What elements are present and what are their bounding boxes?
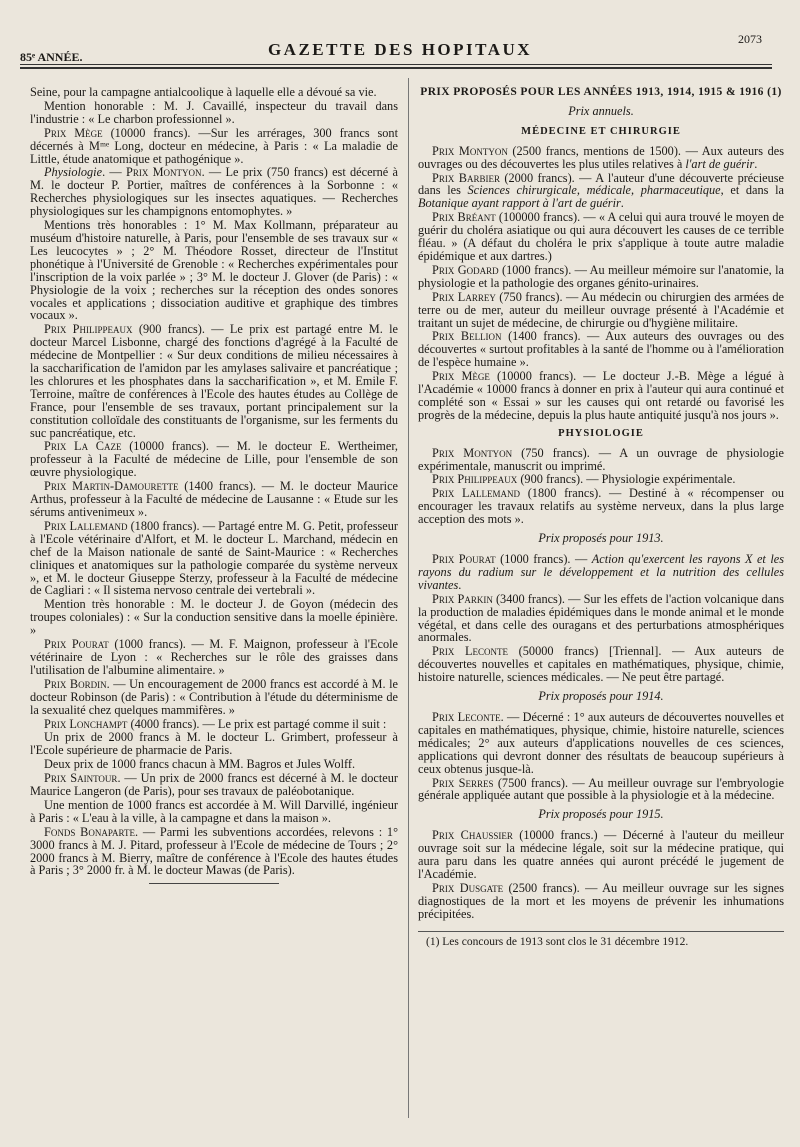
prize-name: Prix Montyon xyxy=(432,143,508,158)
paragraph-text: , et dans la xyxy=(720,183,784,198)
paragraph-text: (10000 francs). — M. le docteur E. Wertheimer, professeur à la Faculté de médecine de Lille, pour l'ensemble de son œuvre physiologique. xyxy=(30,439,398,480)
paragraph xyxy=(418,145,784,171)
prize-name: Prix Larrey xyxy=(432,289,496,304)
subheading: Prix proposés pour 1913. xyxy=(538,531,664,546)
paragraph xyxy=(418,291,784,330)
paragraph-text: (100000 francs). — « A celui qui aura trouvé le moyen de guérir du choléra asiatique ou qui aura découvert les causes de ce terrible fléau. » (A défaut du choléra le prix s'applique à toute autre maladie épidémique et aux dartres.) xyxy=(418,210,784,263)
paragraph-text: (10000 francs). — Le docteur J.-B. Mège a légué à l'Académie « 10000 francs à donner en prix à l'auteur qui aura continué et complété son « Essai » sur les causes qui ont retardé ou favorisé les progrès de la médecine, depuis la plus haute antiquité jusqu'à nos jours ». xyxy=(418,369,785,422)
prize-name: Prix Lallemand xyxy=(432,486,521,501)
paragraph: Une mention de 1000 francs est accordée à M. Will Darvillé, ingénieur à Paris : « L'eau à la ville, à la campagne et dans la maison ». xyxy=(30,797,398,825)
prize-name: Prix La Caze xyxy=(44,439,122,454)
italic-text: Action qu'exercent les rayons X et les rayons du radium sur le développement et la nutrition des cellules vivantes xyxy=(418,552,784,592)
left-column xyxy=(30,86,398,884)
prize-name: Prix Leconte xyxy=(432,709,501,724)
prize-name: Prix Leconte xyxy=(432,644,509,659)
paragraph-text: (10000 francs). —Sur les arrérages, 300 francs sont décernés à Mᵐᵉ Long, docteur en médecine, à Paris : « La maladie de Little, étude anatomique et pathogénique ». xyxy=(30,125,399,166)
paragraph xyxy=(30,440,398,479)
paragraph xyxy=(418,553,784,592)
paragraph-text: . — Le prix (750 francs) est décerné à M. le docteur P. Portier, maîtres de conférences à la Sorbonne : « Recherches physiologiques sur les insectes aquatiques. — Recherches physiologiques sur les champignons entomophytes. » xyxy=(30,165,398,219)
paragraph xyxy=(418,473,784,486)
paragraph xyxy=(30,127,398,166)
paragraph-text: (750 francs). — Au médecin ou chirurgien des armées de terre ou de mer, auteur du meilleur ouvrage présenté à l'Académie et traitant un sujet de médecine, de chirurgie ou d'hygiène militaire. xyxy=(418,289,784,330)
paragraph: Mention honorable : M. J. Cavaillé, inspecteur du travail dans l'industrie : « Le charbon professionnel ». xyxy=(30,98,398,126)
paragraph-text: (10000 francs.) — Décerné à l'auteur du meilleur ouvrage soit sur la médecine légale, soit sur la médecine pratique, qui aura paru dans les quatre années qui auront précédé le jugement de l'Académie. xyxy=(418,828,784,881)
subheading: Prix proposés pour 1914. xyxy=(538,689,664,704)
prize-name: Prix Serres xyxy=(432,775,494,790)
footnote: (1) Les concours de 1913 sont clos le 31 décembre 1912. xyxy=(426,935,689,948)
paragraph-text: . — Parmi les subventions accordées, relevons : 1° 3000 francs à M. J. Pitard, professeur à l'Ecole de médecine de Tours ; 2° 2000 francs à M. Bierry, maître de conférence à l'Ecole des hautes études à Paris ; 3° 2000 fr. à M. le docteur Mawas (de Paris). xyxy=(30,824,398,878)
paragraph-text: . — Décerné : 1° aux auteurs de découvertes nouvelles et capitales en mathématiques, physique, chimie, histoire naturelle, sciences médicales; 2° aux auteurs d'applications nouvelles de ces sciences, applications qui devront donner des résultats de beaucoup supérieurs à ceux obtenus jusque-là. xyxy=(418,709,784,776)
paragraph xyxy=(30,520,398,597)
italic-text: Sciences chirurgicale, médicale, pharmaceutique xyxy=(467,183,721,198)
column-divider xyxy=(408,78,409,1118)
paragraph-text: (2500 francs, mentions de 1500). — Aux auteurs des ouvrages ou des découvertes les plus utiles relatives à xyxy=(418,143,785,171)
prize-name: Prix Philippeaux xyxy=(432,472,518,487)
paragraph-text: (1400 francs). — M. le docteur Maurice Arthus, professeur à la Faculté de médecine de Lausanne : « Etude sur les sérums antivenimeux ». xyxy=(30,479,398,519)
paragraph-text: (900 francs). — Le prix est partagé entre M. le docteur Marcel Lisbonne, chargé des fonctions d'agrégé à la Faculté de médecine de Montpellier : « Sur deux conditions de milieu nécessaires à la saccharification de l'amidon par les amylases salivaire et pancréatique ; les chlorures et les phosphates dans la saccharification », et M. Emile F. Terroine, maître de conférences à l'Ecole des hautes études au Collège de France, pour l'ensemble de ses travaux, portant principalement sur la constitution colloïdale des constituants de l'organisme, sur les ferments du suc pancréatique, etc. xyxy=(30,322,398,440)
prize-name: Prix Saintour xyxy=(44,771,118,786)
paragraph xyxy=(418,711,784,776)
year-label: 85ᵉ ANNÉE. xyxy=(20,50,83,64)
prize-name: Prix Philippeaux xyxy=(44,322,133,337)
prize-name: Fonds Bonaparte xyxy=(44,824,135,839)
paragraph xyxy=(30,166,398,218)
prize-name: Prix Pourat xyxy=(432,552,496,566)
paragraph-text: (7500 francs). — Au meilleur ouvrage sur l'embryologie générale appliquée autant que possible à la physiologie et à la médecine. xyxy=(418,775,785,803)
paragraph xyxy=(418,645,784,684)
paragraph-text: (2000 francs). — A l'auteur d'une découverte précieuse dans les xyxy=(418,170,784,198)
prize-name: Prix Martin-Damourette xyxy=(44,479,179,494)
italic-text: l'art de guérir xyxy=(685,156,755,171)
prize-name: Prix Bréant xyxy=(432,210,496,225)
paragraph xyxy=(418,882,784,921)
prize-name: Prix Parkin xyxy=(432,591,493,606)
prize-name: Prix Godard xyxy=(432,262,499,277)
paragraph xyxy=(30,718,398,731)
prize-name: Prix Mège xyxy=(432,369,490,384)
paragraph-text: (1000 francs). — M. F. Maignon, professeur à l'Ecole vétérinaire de Lyon : « Recherches sur le rôle des graisses dans l'utilisation de l'albumine alimentaire. » xyxy=(30,637,398,677)
section-heading: PRIX PROPOSÉS POUR LES ANNÉES 1913, 1914, 1915 & 1916 (1) xyxy=(420,86,782,98)
subsection-heading: MÉDECINE ET CHIRURGIE xyxy=(521,125,681,137)
paragraph: Mention très honorable : M. le docteur J. de Goyon (médecin des troupes coloniales) : « Sur la conduction sensitive dans la moelle épinière. » xyxy=(30,597,398,638)
paragraph-text: . xyxy=(754,156,758,171)
footnote-rule xyxy=(418,931,784,932)
paragraph xyxy=(30,678,398,717)
paragraph: Un prix de 2000 francs à M. le docteur L. Grimbert, professeur à l'Ecole supérieure de pharmacie de Paris. xyxy=(30,730,398,758)
separator: . — xyxy=(102,165,126,180)
paragraph-text: . — Un prix de 2000 francs est décerné à M. le docteur Maurice Langeron (de Paris), pour ses travaux de paléobotanique. xyxy=(30,771,398,799)
paragraph-text: (4000 francs). — Le prix est partagé comme il suit : xyxy=(127,716,387,731)
paragraph xyxy=(418,370,784,422)
paragraph-text: (1000 francs). — xyxy=(495,552,592,566)
paragraph: Mentions très honorables : 1° M. Max Kollmann, préparateur au muséum d'histoire naturelle, à Paris, pour l'ensemble de ses travaux sur « Les leucocytes » ; 2° M. Théodore Rosset, directeur de l'Institut phonétique à l'Université de Grenoble : « Recherches expérimentales pour l'inscription de la voix parlée » ; 3° M. le docteur J. Glover (de Paris) : « Physiologie de la voix ; recherches sur la réception des ondes sonores vocales et applications ; dissociation auditive et graphique des timbres vocaux ». xyxy=(30,218,398,323)
subsection-heading: PHYSIOLOGIE xyxy=(558,427,644,439)
paragraph xyxy=(418,264,784,290)
paragraph-text: (750 francs). — A un ouvrage de physiologie expérimentale, manuscrit ou imprimé. xyxy=(418,445,784,473)
paragraph xyxy=(30,323,398,439)
paragraph xyxy=(30,826,398,878)
paragraph-text: (1400 francs). — Aux auteurs des ouvrages ou des découvertes « surtout profitables à la santé de l'homme ou à l'amélioration de l'espèce humaine ». xyxy=(418,329,784,370)
prize-name: Prix Chaussier xyxy=(432,828,513,843)
masthead-title: GAZETTE DES HOPITAUX xyxy=(267,40,533,59)
right-column xyxy=(418,86,784,949)
paragraph-text: (3400 francs). — Sur les effets de l'action volcanique dans la production de maladies épidémiques dans le monde animal et le monde végétal, et dans celle des ouragans et des perturbations atmosphériques anormales. xyxy=(418,591,784,645)
prize-name: Prix Montyon xyxy=(126,165,202,180)
prize-name: Prix Bordin xyxy=(44,676,107,691)
paragraph-text: . xyxy=(620,196,624,211)
paragraph xyxy=(30,638,398,677)
prize-name: Prix Lonchampt xyxy=(44,716,128,731)
paragraph xyxy=(418,829,784,881)
paragraph-text: . — Un encouragement de 2000 francs est accordé à M. le docteur Robinson (de Paris) : « Contribution à l'étude du déterminisme de la sexualité chez quelques mammifères. » xyxy=(30,676,398,717)
subheading: Prix annuels. xyxy=(568,103,634,118)
paragraph xyxy=(418,593,784,645)
paragraph: Seine, pour la campagne antialcoolique à laquelle elle a dévoué sa vie. xyxy=(30,85,377,99)
section-label: Physiologie xyxy=(44,165,103,180)
paragraph-text: (50000 francs) [Triennal]. — Aux auteurs de découvertes nouvelles et capitales en mathématiques, physique, chimie, histoire naturelle, sciences médicales. — Ne peut être partagé. xyxy=(418,644,785,685)
subheading: Prix proposés pour 1915. xyxy=(538,807,664,822)
paragraph: Deux prix de 1000 francs chacun à MM. Bagros et Jules Wolff. xyxy=(44,757,356,772)
paragraph xyxy=(418,330,784,369)
prize-name: Prix Montyon xyxy=(432,445,513,460)
header-rule-thick xyxy=(20,67,772,69)
paragraph xyxy=(418,172,784,211)
prize-name: Prix Pourat xyxy=(44,637,109,652)
prize-name: Prix Dusgate xyxy=(432,880,504,895)
paragraph-text: (900 francs). — Physiologie expérimentale. xyxy=(517,472,736,487)
italic-text: Botanique ayant rapport à l'art de guérir xyxy=(418,196,621,211)
prize-name: Prix Bellion xyxy=(432,329,502,344)
prize-name: Prix Barbier xyxy=(432,170,500,185)
header-rule-thin xyxy=(20,64,772,65)
prize-name: Prix Lallemand xyxy=(44,518,128,533)
paragraph xyxy=(418,487,784,526)
paragraph xyxy=(418,777,784,803)
paragraph-text: (2500 francs). — Au meilleur ouvrage sur les signes diagnostiques de la mort et les moyens de prévenir les inhumations précipitées. xyxy=(418,880,784,921)
paragraph xyxy=(418,211,784,263)
paragraph xyxy=(30,480,398,519)
paragraph-text: (1800 francs). — Partagé entre M. G. Petit, professeur à l'Ecole vétérinaire d'Alfort, et M. le docteur L. Marchand, médecin en chef de la Maison nationale de santé de Saint-Maurice : « Recherches cliniques et anatomiques sur la pathologie comparée du système nerveux », et M. le docteur Giuseppe Sterzy, professeur à la Faculté de médecine de Cagliari : « Il sistema nervoso centrale dei vertebrali ». xyxy=(30,518,398,598)
paragraph-text: (1000 francs). — Au meilleur mémoire sur l'anatomie, la physiologie et la pathologie des organes génito-urinaires. xyxy=(418,262,784,290)
paragraph xyxy=(418,447,784,473)
page-number: 2073 xyxy=(738,32,762,46)
section-end-rule xyxy=(149,883,279,884)
paragraph-text: (1800 francs). — Destiné à « récompenser ou encourager les travaux relatifs au système nerveux, dans la plus large acception des mots ». xyxy=(418,486,784,527)
paragraph xyxy=(30,772,398,798)
prize-name: Prix Mège xyxy=(44,125,103,140)
paragraph-text: . xyxy=(458,577,462,592)
